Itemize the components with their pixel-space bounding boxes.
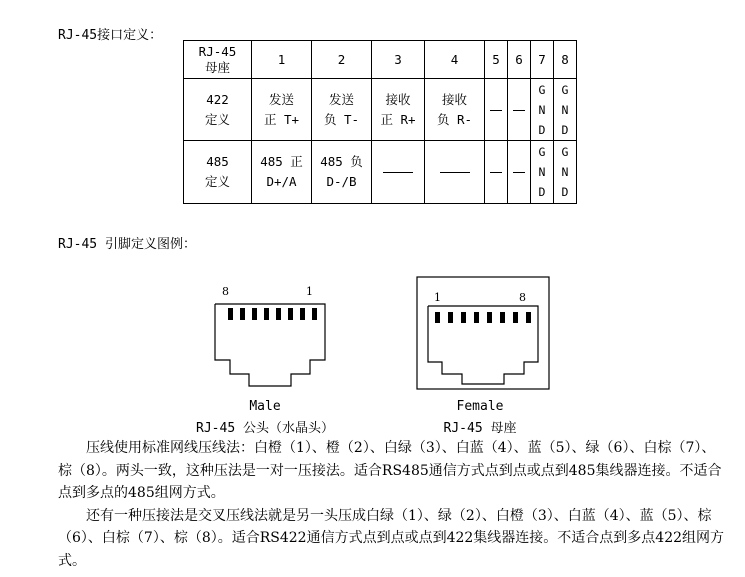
paragraph-straight-wiring: 压线使用标准网线压线法：白橙（1）、橙（2）、白绿（3）、白蓝（4）、蓝（5）、绿（6）、白棕（7）、棕（8）。两头一致，这种压法是一对一压接法。适合RS485通信方式点到点或点到485集线器连接。不适合点到多点的485组网方式。 (58, 440, 722, 501)
empty-cell (508, 141, 531, 204)
column-header: 1 (252, 41, 312, 79)
row-label: 422 定义 (184, 79, 252, 141)
female-jack-opening (428, 306, 538, 384)
table-cell: 发送 负 T- (312, 79, 372, 141)
column-header: 3 (372, 41, 425, 79)
column-header: 4 (425, 41, 485, 79)
column-header: 8 (554, 41, 577, 79)
male-caption-cn: RJ-45 公头（水晶头） (196, 421, 334, 436)
header-cell: RJ-45 母座 (184, 41, 252, 79)
column-header: 6 (508, 41, 531, 79)
table-cell: 发送 正 T+ (252, 79, 312, 141)
column-header: 5 (485, 41, 508, 79)
gnd-cell: G N D (554, 79, 577, 141)
female-connector-diagram (416, 276, 552, 394)
gnd-cell: G N D (531, 79, 554, 141)
empty-cell (508, 79, 531, 141)
table-cell: 485 正 D+/A (252, 141, 312, 204)
female-caption-en: Female (456, 399, 504, 414)
paragraph-cross-wiring: 还有一种压接法是交叉压线法就是另一头压成白绿（1）、绿（2）、白橙（3）、白蓝（4）、蓝（5）、棕（6）、白棕（7）、棕（8）。适合RS422通信方式点到点或点到422集线器连接。不适合点到多点422组网方式。 (58, 507, 725, 569)
pin-definition-table (183, 40, 577, 204)
empty-cell (372, 141, 425, 204)
table-cell: 485 负 D-/B (312, 141, 372, 204)
interface-definition-heading: RJ-45接口定义： (58, 28, 163, 43)
gnd-cell: G N D (554, 141, 577, 204)
empty-cell (425, 141, 485, 204)
female-pin-1-label: 1 (434, 291, 441, 304)
table-row-422 (184, 79, 577, 141)
female-contact-pins (435, 312, 531, 323)
gnd-cell: G N D (531, 141, 554, 204)
row-label: 485 定义 (184, 141, 252, 204)
male-pin-8-label: 8 (222, 285, 229, 298)
male-pin-1-label: 1 (306, 285, 313, 298)
empty-cell (485, 79, 508, 141)
empty-cell (485, 141, 508, 204)
male-caption-en: Male (249, 399, 281, 414)
male-contact-pins (228, 308, 317, 320)
column-header: 2 (312, 41, 372, 79)
table-cell: 接收 负 R- (425, 79, 485, 141)
female-caption-cn: RJ-45 母座 (443, 421, 517, 436)
table-cell: 接收 正 R+ (372, 79, 425, 141)
female-pin-8-label: 8 (519, 291, 526, 304)
table-row-485 (184, 141, 577, 204)
column-header: 7 (531, 41, 554, 79)
male-connector-diagram (205, 282, 335, 392)
wiring-description (58, 437, 726, 572)
pin-diagram-heading: RJ-45 引脚定义图例： (58, 237, 196, 252)
